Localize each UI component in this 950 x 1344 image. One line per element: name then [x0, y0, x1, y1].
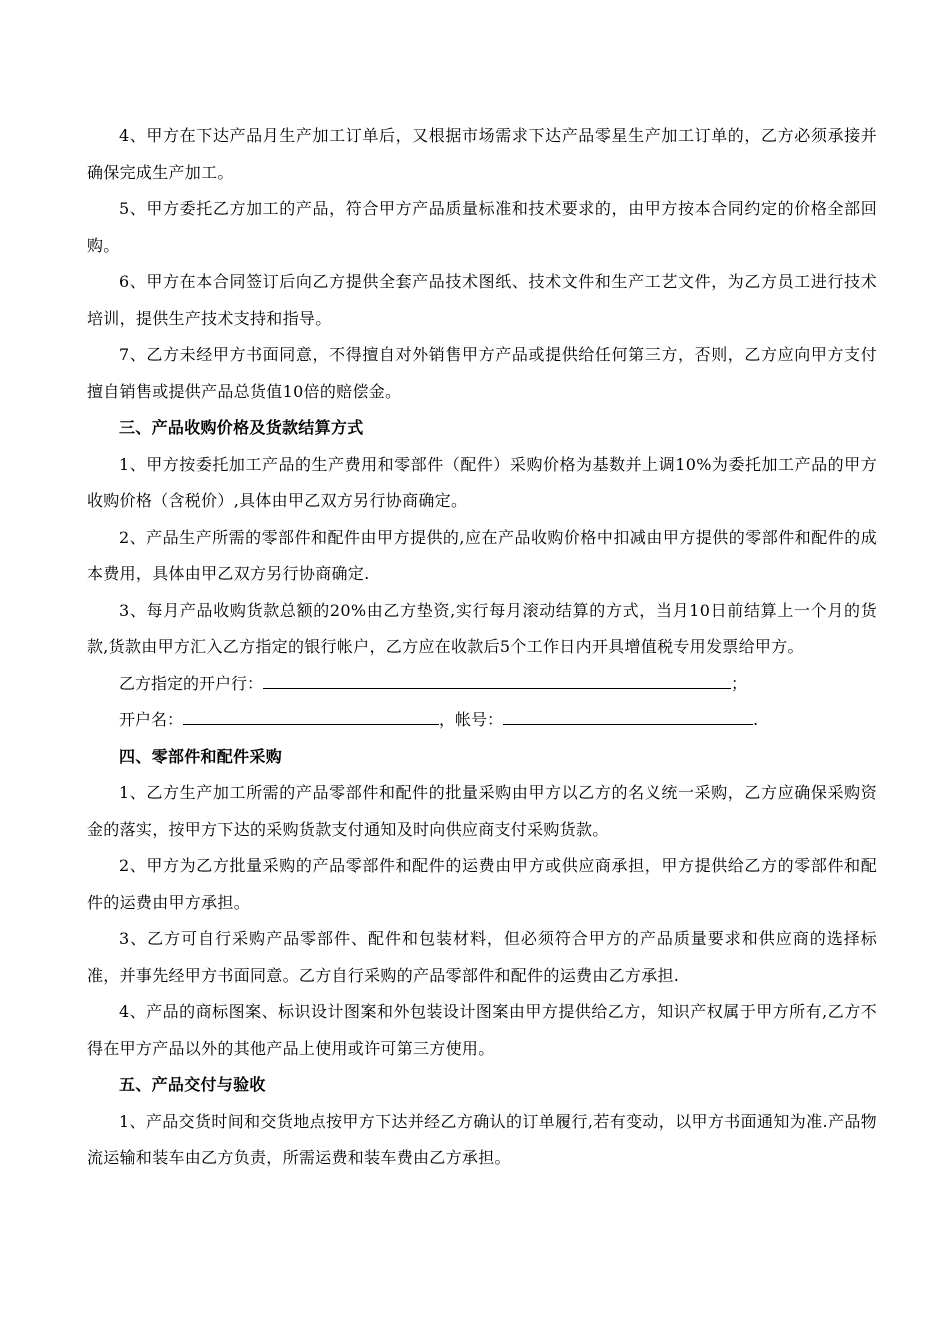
account-name-label: 开户名：	[119, 710, 184, 729]
clause-4-2: 2、甲方为乙方批量采购的产品零部件和配件的运费由甲方或供应商承担，甲方提供给乙方的零部件和配件的运费由甲方承担。	[87, 856, 877, 912]
section-5-heading: 五、产品交付与验收	[119, 1075, 266, 1094]
clause-5-1: 1、产品交货时间和交货地点按甲方下达并经乙方确认的订单履行,若有变动，以甲方书面通知为准.产品物流运输和装车由乙方负责，所需运费和装车费由乙方承担。	[87, 1111, 877, 1167]
clause-4-1: 1、乙方生产加工所需的产品零部件和配件的批量采购由甲方以乙方的名义统一采购，乙方应确保采购资金的落实，按甲方下达的采购货款支付通知及时向供应商支付采购货款。	[87, 783, 877, 839]
clause-4-3: 3、乙方可自行采购产品零部件、配件和包装材料，但必须符合甲方的产品质量要求和供应商的选择标准，并事先经甲方书面同意。乙方自行采购的产品零部件和配件的运费由乙方承担.	[87, 929, 877, 985]
bank-line	[87, 666, 877, 703]
clause-2-4: 4、甲方在下达产品月生产加工订单后，又根据市场需求下达产品零星生产加工订单的，乙方必须承接并确保完成生产加工。	[87, 126, 877, 182]
contract-page	[87, 118, 877, 1177]
clause-3-2: 2、产品生产所需的零部件和配件由甲方提供的,应在产品收购价格中扣减由甲方提供的零部件和配件的成本费用，具体由甲乙双方另行协商确定.	[87, 527, 877, 583]
clause-4-4: 4、产品的商标图案、标识设计图案和外包装设计图案由甲方提供给乙方，知识产权属于甲方所有,乙方不得在甲方产品以外的其他产品上使用或许可第三方使用。	[87, 1002, 877, 1058]
bank-blank	[263, 670, 731, 689]
account-end: .	[753, 710, 759, 729]
section-4-heading: 四、零部件和配件采购	[119, 746, 283, 766]
clause-2-7: 7、乙方未经甲方书面同意，不得擅自对外销售甲方产品或提供给任何第三方，否则，乙方应向甲方支付擅自销售或提供产品总货值10倍的赔偿金。	[87, 345, 877, 401]
section-3-heading: 三、产品收购价格及货款结算方式	[119, 418, 364, 437]
account-line	[87, 702, 877, 739]
bank-label: 乙方指定的开户行：	[119, 673, 264, 693]
clause-3-1: 1、甲方按委托加工产品的生产费用和零部件（配件）采购价格为基数并上调10%为委托加工产品的甲方收购价格（含税价）,具体由甲乙双方另行协商确定。	[87, 454, 877, 510]
account-number-blank	[503, 706, 753, 725]
account-name-blank	[183, 706, 439, 725]
clause-3-3: 3、每月产品收购货款总额的20%由乙方垫资,实行每月滚动结算的方式，当月10日前结算上一个月的货款,货款由甲方汇入乙方指定的银行帐户，乙方应在收款后5个工作日内开具增值税专用发票给甲方。	[87, 600, 877, 656]
clause-2-6: 6、甲方在本合同签订后向乙方提供全套产品技术图纸、技术文件和生产工艺文件，为乙方员工进行技术培训，提供生产技术支持和指导。	[87, 272, 877, 328]
bank-end: ；	[731, 673, 748, 693]
account-number-label: ，帐号：	[439, 710, 504, 729]
clause-2-5: 5、甲方委托乙方加工的产品，符合甲方产品质量标准和技术要求的，由甲方按本合同约定的价格全部回购。	[87, 199, 877, 255]
